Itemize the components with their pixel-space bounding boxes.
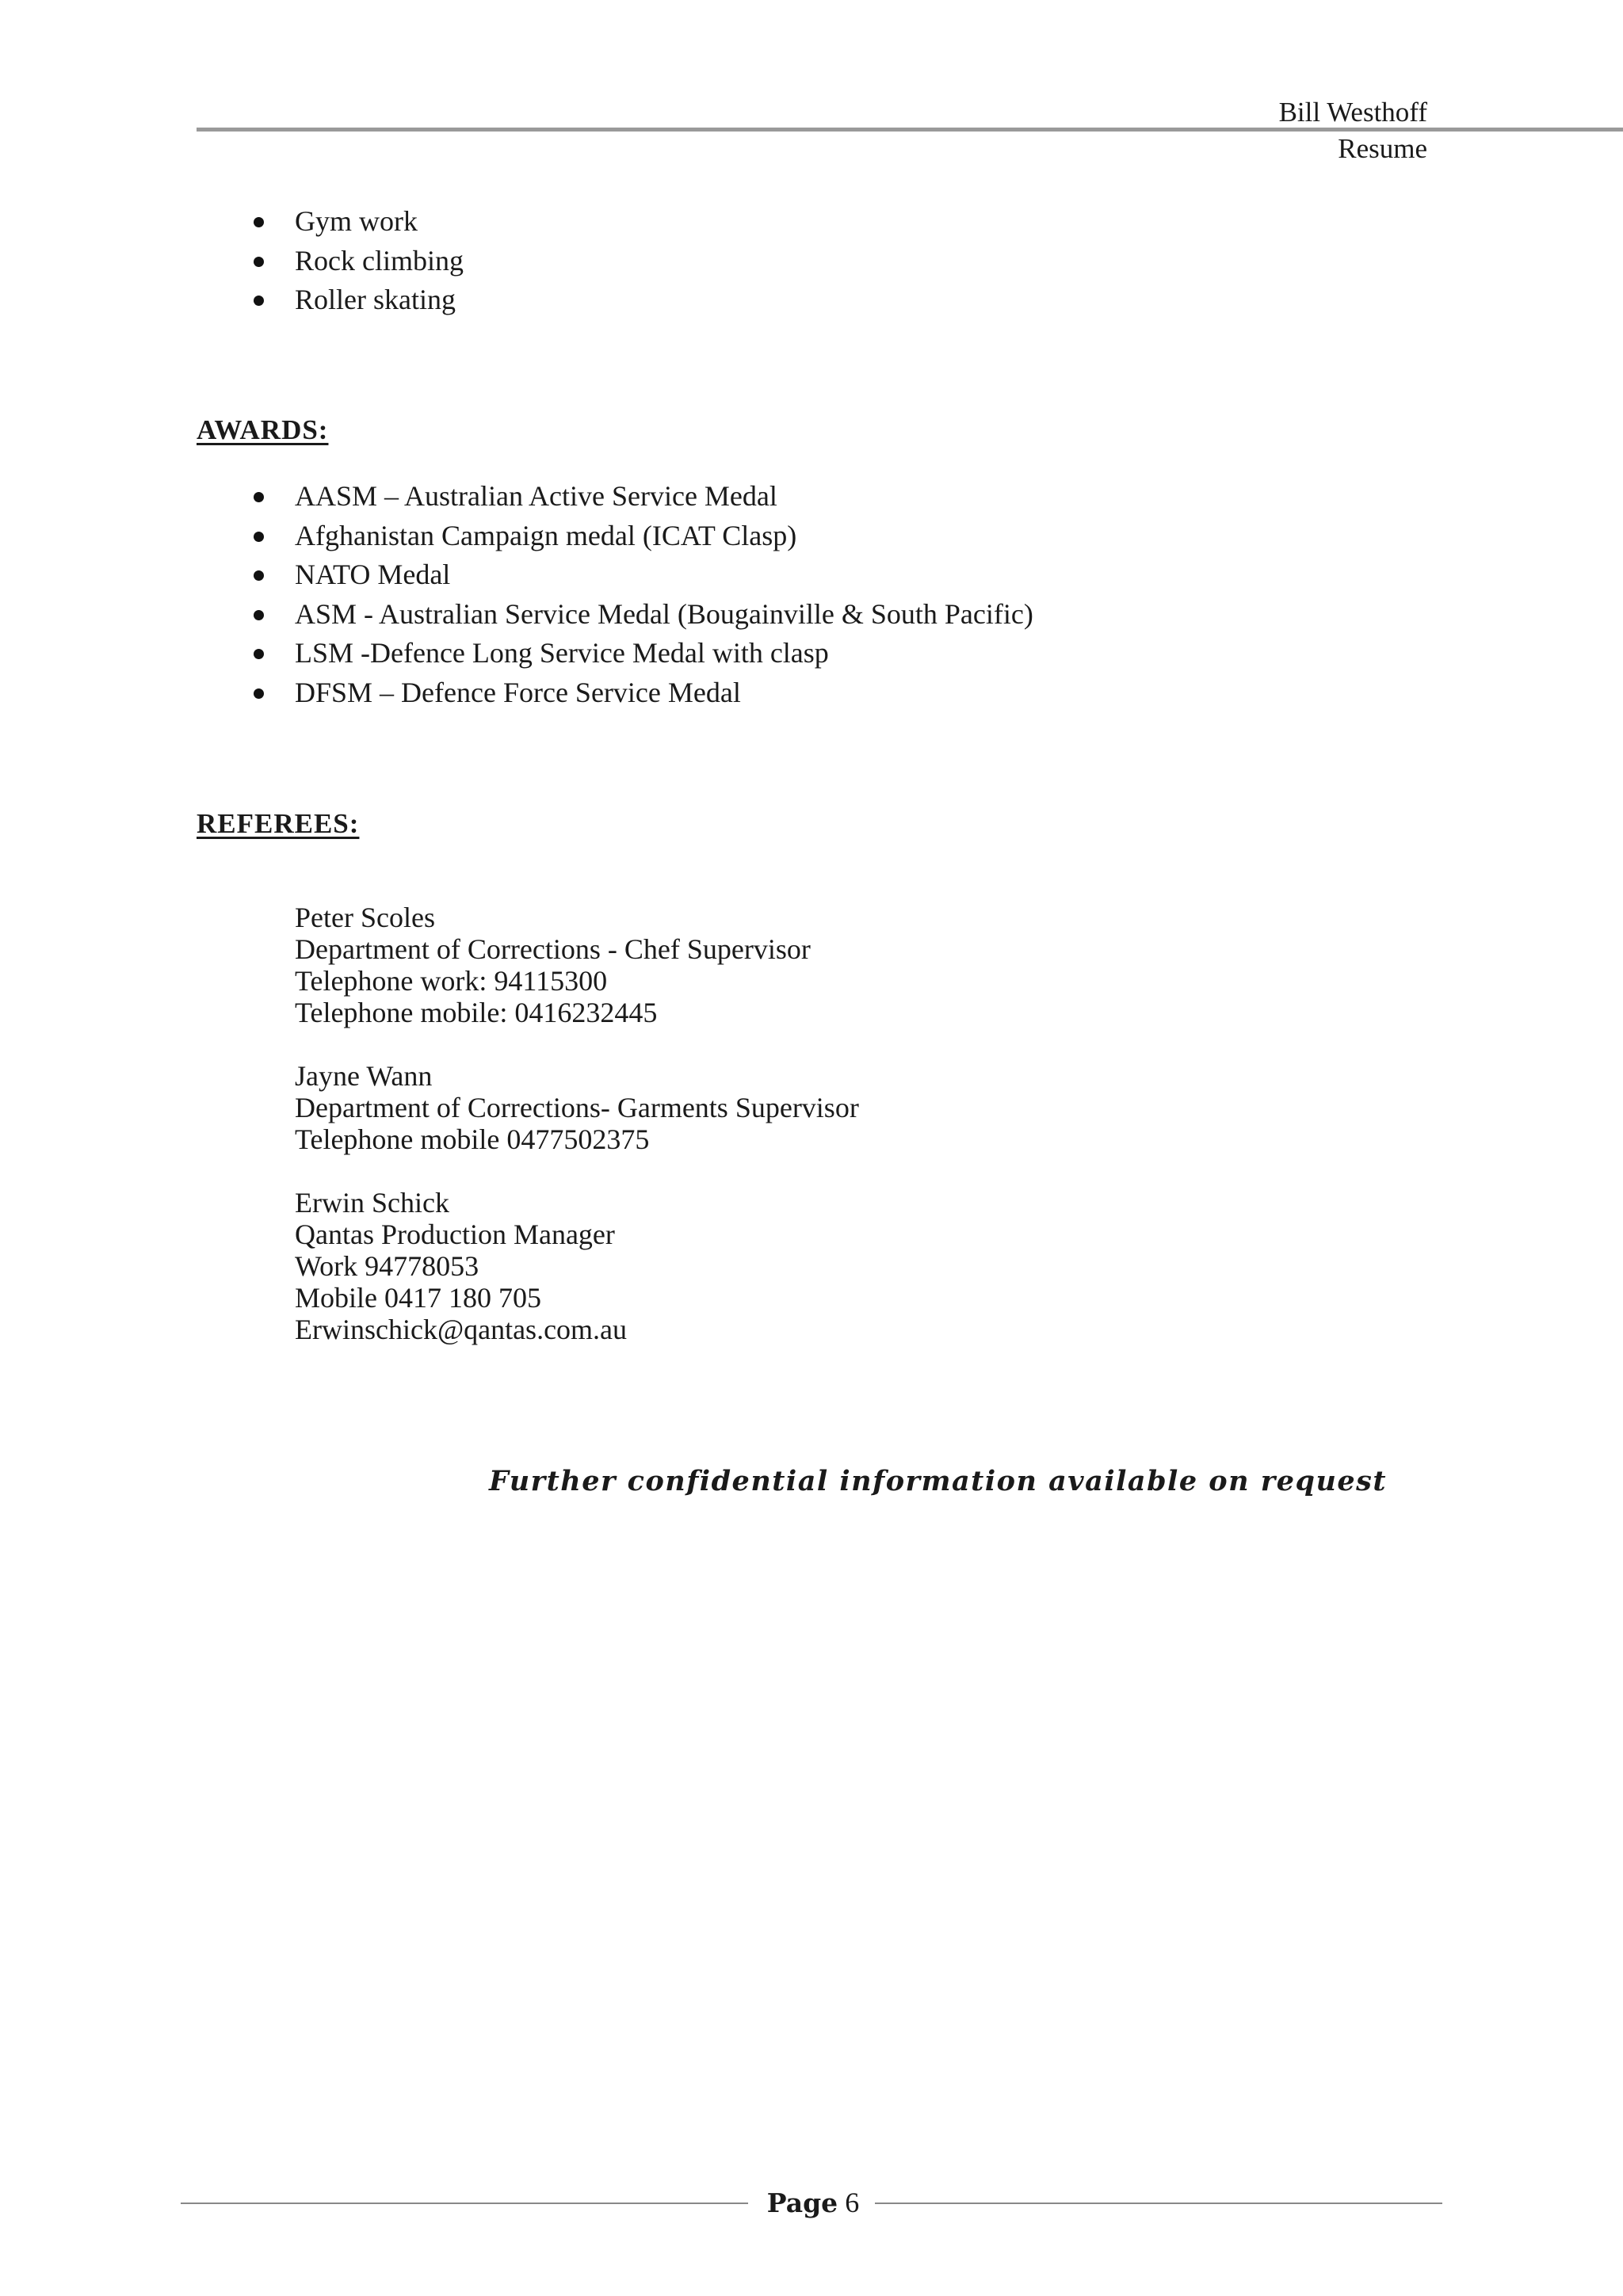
- list-item: ASM - Australian Service Medal (Bougainville & South Pacific): [0, 595, 1033, 635]
- header-author-name: Bill Westhoff: [1278, 97, 1427, 128]
- referee-detail: Work 94778053: [295, 1250, 479, 1282]
- list-item: LSM -Defence Long Service Medal with clasp: [0, 634, 1033, 673]
- referee-peter-scoles: [295, 902, 811, 1028]
- referee-detail: Department of Corrections - Chef Supervisor: [295, 933, 811, 965]
- referee-detail: Mobile 0417 180 705: [295, 1282, 541, 1314]
- referee-detail: Telephone mobile: 0416232445: [295, 997, 658, 1028]
- list-item: Gym work: [0, 202, 464, 242]
- referee-jayne-wann: [295, 1060, 859, 1155]
- list-item: DFSM – Defence Force Service Medal: [0, 673, 1033, 713]
- closing-note: Further confidential information available on request: [489, 1465, 1388, 1497]
- list-item: NATO Medal: [0, 555, 1033, 595]
- list-item: AASM – Australian Active Service Medal: [0, 477, 1033, 517]
- page-footer: [181, 2185, 1442, 2220]
- list-item: Rock climbing: [0, 242, 464, 281]
- footer-divider-left: [181, 2203, 748, 2204]
- page-number-block: [764, 2185, 862, 2221]
- referee-erwin-schick: [295, 1187, 627, 1345]
- referee-name: Jayne Wann: [295, 1060, 433, 1092]
- referee-detail: Telephone mobile 0477502375: [295, 1123, 650, 1155]
- hobbies-list: [0, 202, 464, 320]
- referees-heading: REFEREES:: [197, 808, 360, 839]
- referee-detail: Telephone work: 94115300: [295, 965, 608, 997]
- page-label: Page: [766, 2187, 838, 2218]
- list-item: Afghanistan Campaign medal (ICAT Clasp): [0, 517, 1033, 556]
- header-divider: [197, 128, 1623, 132]
- referee-detail: Department of Corrections- Garments Supervisor: [295, 1092, 859, 1123]
- page-number: 6: [845, 2187, 860, 2218]
- header-document-type: Resume: [1338, 133, 1427, 164]
- awards-list: [0, 477, 1033, 712]
- referee-detail: Qantas Production Manager: [295, 1219, 615, 1250]
- referee-name: Peter Scoles: [295, 902, 435, 933]
- awards-heading: AWARDS:: [197, 414, 329, 445]
- list-item: Roller skating: [0, 280, 464, 320]
- referee-name: Erwin Schick: [295, 1187, 449, 1219]
- footer-divider-right: [875, 2203, 1442, 2204]
- referee-email: Erwinschick@qantas.com.au: [295, 1314, 628, 1345]
